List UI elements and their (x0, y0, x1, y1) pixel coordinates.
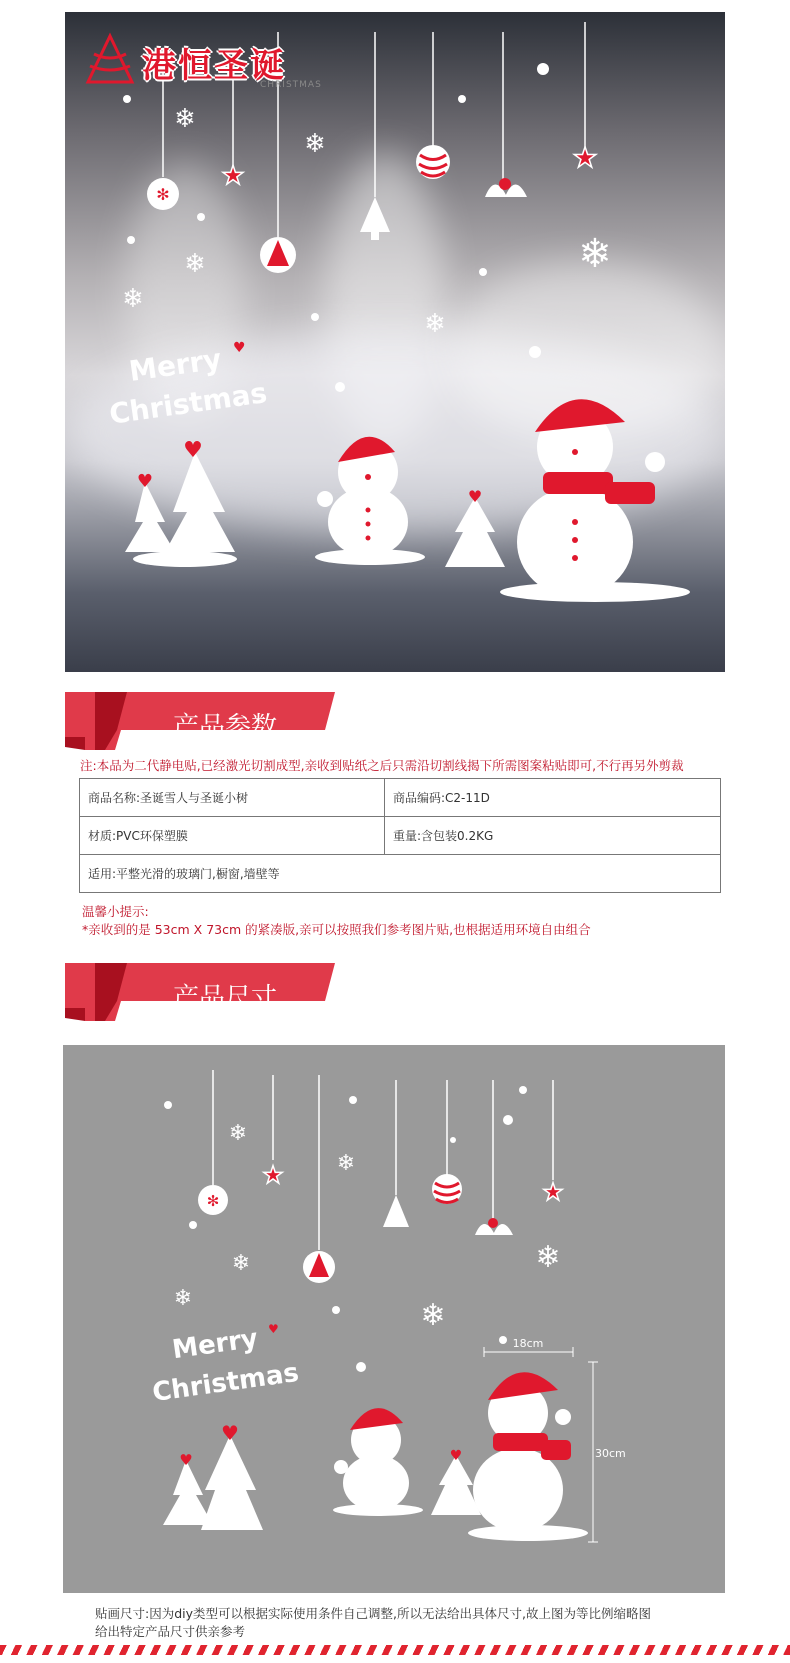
star-icon (572, 141, 597, 174)
width-label: 18cm (512, 1337, 544, 1350)
striped-ball-icon (416, 145, 450, 179)
svg-text:❄: ❄ (231, 1251, 251, 1276)
section-title: 产品尺寸 (173, 983, 278, 1013)
spec-usage: 适用:平整光滑的玻璃门,橱窗,墙壁等 (80, 855, 721, 893)
svg-text:❄: ❄ (420, 1298, 446, 1333)
merry-text: Merry (127, 342, 224, 388)
brand-logo (80, 32, 340, 92)
bottom-note-line1: 贴画尺寸:因为diy类型可以根据实际使用条件自己调整,所以无法给出具体尺寸,故上图为等比例缩略图 (95, 1606, 651, 1621)
bottom-note-line2: 给出特定产品尺寸供亲参考 (95, 1624, 246, 1639)
svg-text:♥: ♥ (467, 487, 483, 506)
svg-text:❄: ❄ (184, 249, 206, 279)
tree-ornament-icon (360, 197, 390, 240)
svg-text:♥: ♥ (233, 340, 246, 356)
section-title: 产品参数 (173, 712, 278, 742)
size-decorations (63, 1045, 725, 1593)
svg-text:❄: ❄ (424, 309, 446, 339)
spec-code: 商品编码:C2-11D (385, 779, 721, 817)
star-icon (221, 161, 244, 191)
svg-text:★: ★ (262, 1161, 284, 1189)
hero-decorations (65, 12, 725, 672)
tip-heading: 温馨小提示: (82, 904, 149, 919)
brand-sub: CHRISTMAS (260, 80, 322, 90)
tip-line: *亲收到的是 53cm X 73cm 的紧凑版,亲可以按照我们参考图片贴,也根据适用环境自由组合 (82, 922, 591, 937)
svg-text:❄: ❄ (174, 104, 196, 134)
svg-text:♥: ♥ (136, 471, 154, 492)
product-photo (65, 12, 725, 672)
svg-text:❄: ❄ (304, 129, 326, 159)
svg-text:★: ★ (221, 161, 245, 191)
section-banner-size (65, 963, 335, 1023)
svg-text:❄: ❄ (578, 231, 612, 277)
bells-icon (485, 178, 527, 197)
spec-name: 商品名称:圣诞雪人与圣诞小树 (80, 779, 385, 817)
section-banner-params (65, 692, 335, 752)
tree-logo-icon (80, 32, 140, 92)
candy-stripe-border (0, 1645, 790, 1655)
svg-text:❄: ❄ (173, 1286, 193, 1311)
svg-text:★: ★ (542, 1178, 564, 1206)
spec-weight: 重量:含包装0.2KG (385, 817, 721, 855)
christmas-text: Christmas (107, 375, 269, 431)
ornament-tree-icon (260, 237, 296, 273)
size-reference-image (63, 1045, 725, 1593)
svg-text:★: ★ (572, 141, 598, 174)
merry-text: Merry (170, 1323, 260, 1366)
christmas-tree-icon (125, 438, 237, 567)
small-tree-icon (445, 487, 505, 567)
height-label: 30cm (595, 1447, 626, 1460)
svg-text:❄: ❄ (336, 1151, 356, 1176)
svg-text:❄: ❄ (122, 284, 144, 314)
snowman-small-icon (315, 437, 425, 565)
svg-text:✻: ✻ (156, 185, 170, 204)
svg-text:♥: ♥ (179, 1451, 193, 1469)
snowman-large-icon (500, 399, 690, 602)
spec-material: 材质:PVC环保塑膜 (80, 817, 385, 855)
svg-text:✻: ✻ (206, 1192, 220, 1210)
svg-text:♥: ♥ (449, 1448, 463, 1464)
christmas-text: Christmas (150, 1357, 301, 1409)
svg-text:❄: ❄ (228, 1121, 248, 1146)
svg-text:♥: ♥ (221, 1421, 239, 1445)
svg-text:♥: ♥ (268, 1322, 279, 1336)
brand-name: 港恒圣诞 (142, 46, 286, 86)
svg-text:♥: ♥ (183, 438, 203, 463)
ornament-ball-icon (147, 178, 179, 210)
spec-table (79, 778, 721, 893)
svg-text:❄: ❄ (535, 1240, 561, 1275)
product-note: 注:本品为二代静电贴,已经激光切割成型,亲收到贴纸之后只需沿切割线揭下所需图案粘贴即可,不行再另外剪裁 (80, 758, 684, 773)
